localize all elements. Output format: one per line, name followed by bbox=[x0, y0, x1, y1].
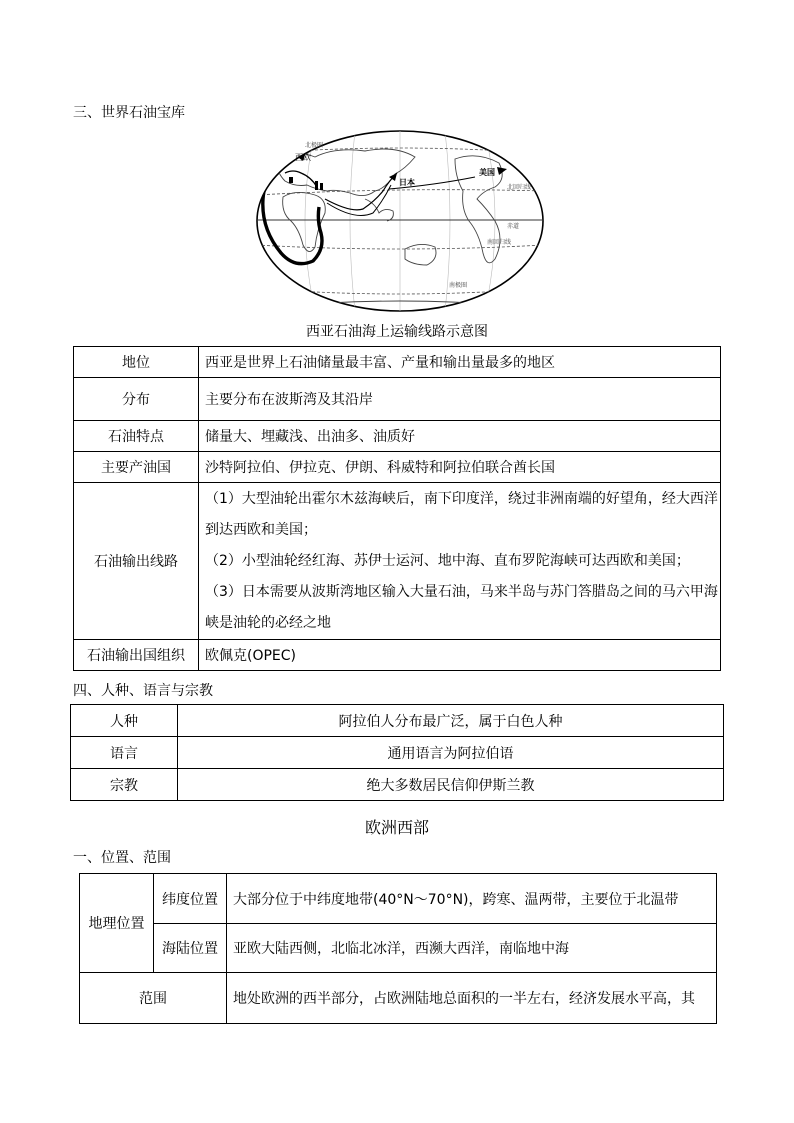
oil-route-map bbox=[255, 129, 545, 313]
table-row bbox=[74, 452, 721, 483]
people-table bbox=[70, 704, 724, 801]
row-value: 大部分位于中纬度地带(40°N～70°N)，跨寒、温两带，主要位于北温带 bbox=[227, 874, 717, 924]
table-row bbox=[71, 737, 724, 769]
table-row bbox=[74, 483, 721, 640]
row-label: 主要产油国 bbox=[74, 452, 199, 483]
map-label-europe: 西欧 bbox=[295, 153, 311, 162]
row-value: 绝大多数居民信仰伊斯兰教 bbox=[178, 769, 724, 801]
map-label-tropic-n: 北回归线 bbox=[507, 184, 532, 191]
table-row bbox=[80, 874, 717, 924]
table-row bbox=[74, 640, 721, 671]
map-label-arctic: 北极圈 bbox=[305, 142, 324, 149]
table-row bbox=[74, 378, 721, 421]
row-value: 亚欧大陆西侧，北临北冰洋，西濒大西洋，南临地中海 bbox=[227, 924, 717, 973]
row-value: 沙特阿拉伯、伊拉克、伊朗、科威特和阿拉伯联合酋长国 bbox=[199, 452, 721, 483]
route-lines bbox=[199, 483, 721, 640]
table-row bbox=[71, 769, 724, 801]
map-label-antarctic: 南极圈 bbox=[449, 282, 468, 289]
row-label: 地位 bbox=[74, 347, 199, 378]
row-label: 石油输出国组织 bbox=[74, 640, 199, 671]
row-label: 分布 bbox=[74, 378, 199, 421]
row-value: 欧佩克(OPEC) bbox=[199, 640, 721, 671]
row-label: 纬度位置 bbox=[154, 874, 227, 924]
route-line: （3）日本需要从波斯湾地区输入大量石油，马来半岛与苏门答腊岛之间的马六甲海 bbox=[205, 583, 718, 600]
table-row bbox=[80, 973, 717, 1024]
row-value: 主要分布在波斯湾及其沿岸 bbox=[199, 378, 721, 421]
table-row bbox=[74, 347, 721, 378]
row-label: 语言 bbox=[71, 737, 178, 769]
row-value: 通用语言为阿拉伯语 bbox=[178, 737, 724, 769]
europe-table bbox=[79, 873, 717, 1024]
route-line: 峡是油轮的必经之地 bbox=[205, 614, 331, 631]
table-row bbox=[80, 924, 717, 973]
row-value: 地处欧洲的西半部分，占欧洲陆地总面积的一半左右，经济发展水平高，其 bbox=[227, 973, 717, 1024]
route-line: （1）大型油轮出霍尔木兹海峡后，南下印度洋，绕过非洲南端的好望角，经大西洋 bbox=[205, 490, 718, 507]
row-label: 宗教 bbox=[71, 769, 178, 801]
row-label: 石油特点 bbox=[74, 421, 199, 452]
row-label: 石油输出线路 bbox=[74, 483, 199, 640]
section-heading-oil: 三、世界石油宝库 bbox=[73, 105, 185, 121]
row-label: 人种 bbox=[71, 705, 178, 737]
map-label-japan: 日本 bbox=[399, 178, 415, 187]
map-label-tropic-s: 南回归线 bbox=[487, 239, 512, 246]
row-label: 范围 bbox=[80, 973, 227, 1024]
map-label-usa: 美国 bbox=[479, 168, 495, 177]
group-label: 地理位置 bbox=[80, 874, 154, 973]
map-label-equator: 赤道 bbox=[507, 223, 520, 230]
route-line: 到达西欧和美国； bbox=[205, 521, 317, 538]
row-value: 阿拉伯人分布最广泛，属于白色人种 bbox=[178, 705, 724, 737]
row-label: 海陆位置 bbox=[154, 924, 227, 973]
section-heading-people: 四、人种、语言与宗教 bbox=[73, 683, 213, 699]
table-row bbox=[71, 705, 724, 737]
table-row bbox=[74, 421, 721, 452]
row-value: 西亚是世界上石油储量最丰富、产量和输出量最多的地区 bbox=[199, 347, 721, 378]
europe-title: 欧洲西部 bbox=[364, 818, 429, 837]
map-caption: 西亚石油海上运输线路示意图 bbox=[306, 324, 488, 340]
section-heading-position: 一、位置、范围 bbox=[73, 850, 171, 866]
route-line: （2）小型油轮经红海、苏伊士运河、地中海、直布罗陀海峡可达西欧和美国； bbox=[205, 552, 690, 569]
oil-table bbox=[73, 346, 721, 671]
row-value: 储量大、埋藏浅、出油多、油质好 bbox=[199, 421, 721, 452]
